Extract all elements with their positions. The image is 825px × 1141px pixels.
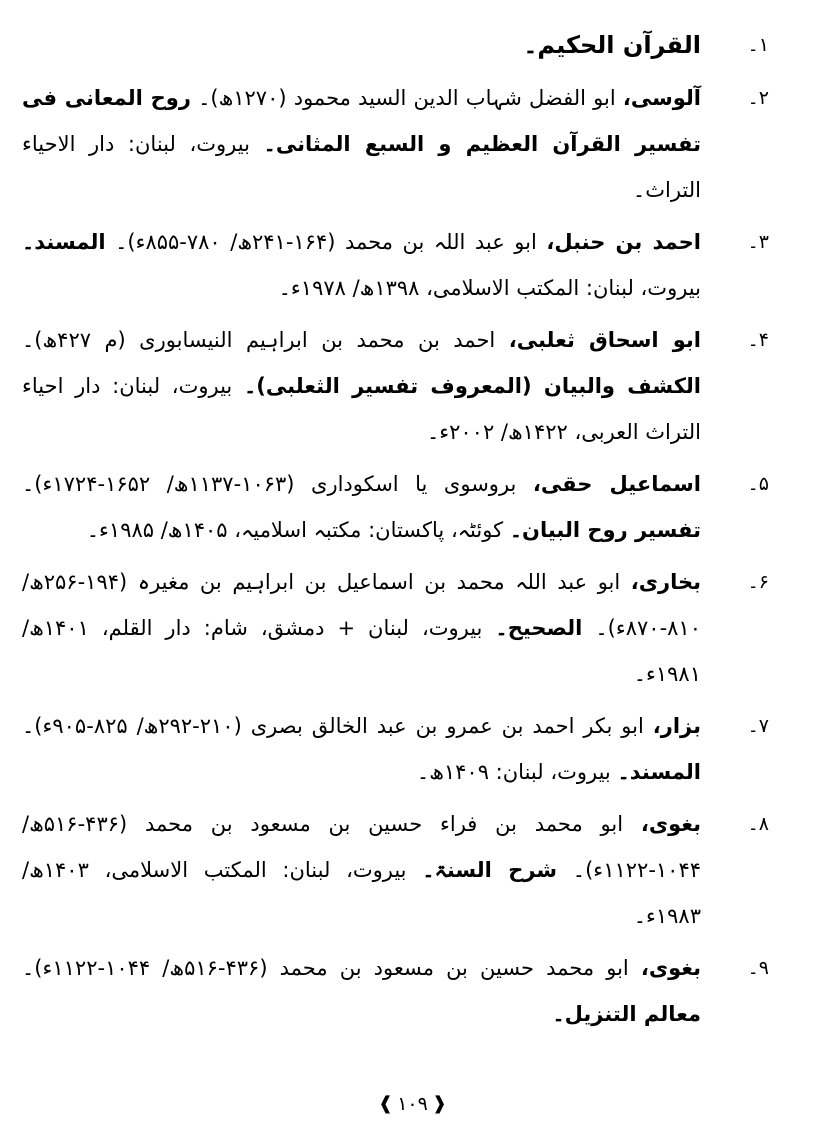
entry-number: ۷۔ bbox=[747, 715, 769, 737]
bibliography-entry-1 bbox=[22, 22, 769, 69]
entry-details: ابو محمد حسین بن مسعود بن محمد (۴۳۶-۵۱۶ھ/ ۱۰۴۴-۱۱۲۲ء)۔ bbox=[22, 956, 641, 980]
entry-number: ۲۔ bbox=[747, 87, 769, 109]
entry-author: بخاری، bbox=[630, 570, 701, 594]
bibliography-entry-3 bbox=[22, 219, 769, 311]
entry-number: ۳۔ bbox=[747, 231, 769, 253]
entry-title: الصحیح۔ bbox=[495, 616, 583, 640]
entry-number: ۸۔ bbox=[747, 813, 769, 835]
entry-title: المسند۔ bbox=[617, 760, 701, 784]
entry-publisher: بیروت، لبنان: دار الاحیاء التراث۔ bbox=[22, 132, 701, 202]
entry-number: ۹۔ bbox=[747, 957, 769, 979]
entry-title: شرح السنۃ۔ bbox=[422, 858, 558, 882]
entry-author: آلوسی، bbox=[622, 86, 701, 110]
entry-author: بغوی، bbox=[640, 956, 701, 980]
entry-details: ابو عبد اللہ بن محمد (۱۶۴-۲۴۱ھ/ ۷۸۰-۸۵۵ء)۔ bbox=[105, 230, 547, 254]
entry-publisher: بیروت، لبنان: ۱۴۰۹ھ۔ bbox=[416, 760, 618, 784]
page-number-value: ۱۰۹ bbox=[397, 1092, 428, 1115]
bibliography-entry-5 bbox=[22, 461, 769, 553]
bibliography-entry-2 bbox=[22, 75, 769, 213]
entry-publisher: کوئٹہ، پاکستان: مکتبہ اسلامیہ، ۱۴۰۵ھ/ ۱۹۸۵ء۔ bbox=[86, 518, 510, 542]
entry-author: بغوی، bbox=[640, 812, 701, 836]
entry-author: بزار، bbox=[652, 714, 701, 738]
entry-publisher: بیروت، لبنان + دمشق، شام: دار القلم، ۱۴۰۱ھ/ ۱۹۸۱ء۔ bbox=[22, 616, 701, 686]
entry-publisher: بیروت، لبنان: المکتب الاسلامی، ۱۳۹۸ھ/ ۱۹۷۸ء۔ bbox=[278, 276, 701, 300]
ornament-left-icon: ❰ bbox=[378, 1093, 394, 1114]
entry-title: معالم التنزیل۔ bbox=[552, 1002, 701, 1026]
entry-number: ۱۔ bbox=[747, 34, 769, 56]
entry-details: بروسوی یا اسکوداری (۱۰۶۳-۱۱۳۷ھ/ ۱۶۵۲-۱۷۲۴ء)۔ bbox=[22, 472, 533, 496]
bibliography-entry-9 bbox=[22, 945, 769, 1037]
entry-title: المسند۔ bbox=[22, 230, 106, 254]
entry-title: تفسیر روح البیان۔ bbox=[509, 518, 701, 542]
entry-title: روح المعانی فی تفسیر القرآن العظیم و السبع المثانی۔ bbox=[22, 86, 702, 156]
entry-author: احمد بن حنبل، bbox=[546, 230, 701, 254]
entry-publisher: بیروت، لبنان: دار احیاء التراث العربی، ۱۴۲۲ھ/ ۲۰۰۲ء۔ bbox=[22, 374, 701, 444]
entry-details: ابو الفضل شہاب الدین السید محمود (۱۲۷۰ھ)۔ bbox=[190, 86, 623, 110]
entry-title: الکشف والبیان (المعروف تفسیر الثعلبی)۔ bbox=[243, 374, 701, 398]
entry-details: احمد بن محمد بن ابراہیم النیسابوری (م ۴۲۷ھ)۔ bbox=[22, 328, 509, 352]
bibliography-entry-6 bbox=[22, 559, 769, 697]
bibliography-entry-4 bbox=[22, 317, 769, 455]
entry-details: ابو بکر احمد بن عمرو بن عبد الخالق بصری (۲۱۰-۲۹۲ھ/ ۸۲۵-۹۰۵ء)۔ bbox=[22, 714, 653, 738]
ornament-right-icon: ❱ bbox=[431, 1093, 447, 1114]
entry-details: ابو عبد اللہ محمد بن اسماعیل بن ابراہیم بن مغیرہ (۱۹۴-۲۵۶ھ/ ۸۱۰-۸۷۰ء)۔ bbox=[22, 570, 701, 640]
entry-details: ابو محمد بن فراء حسین بن مسعود بن محمد (۴۳۶-۵۱۶ھ/ ۱۰۴۴-۱۱۲۲ء)۔ bbox=[22, 812, 702, 882]
entry-number: ۴۔ bbox=[747, 329, 769, 351]
entry-publisher: بیروت، لبنان: المکتب الاسلامی، ۱۴۰۳ھ/ ۱۹۸۳ء۔ bbox=[22, 858, 701, 928]
bibliography-entry-8 bbox=[22, 801, 769, 939]
entry-author: اسماعیل حقی، bbox=[532, 472, 702, 496]
entry-number: ۵۔ bbox=[747, 473, 769, 495]
bibliography-entry-7 bbox=[22, 703, 769, 795]
page-number bbox=[0, 1092, 825, 1115]
entry-author: ابو اسحاق ثعلبی، bbox=[508, 328, 701, 352]
entry-title: القرآن الحکیم۔ bbox=[523, 31, 701, 59]
entry-number: ۶۔ bbox=[747, 571, 769, 593]
